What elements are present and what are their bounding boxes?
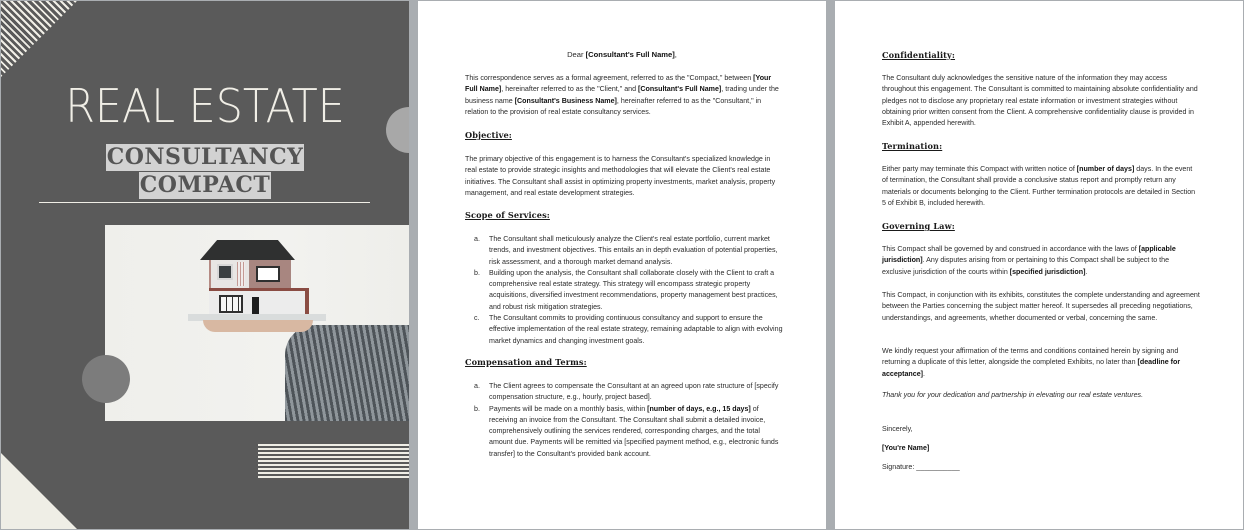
house-model-icon bbox=[188, 240, 328, 325]
compensation-item: b. Payments will be made on a monthly basis, within [number of days, e.g., 15 days] of receiving an invoice from the Consultant. The Consultant shall submit a detailed invoice, comprehensively outlining the services rendered, corresponding charges, and the total amount due. Payments will be remitted via [specified payment method, e.g., electronic funds transfer] to the Consultant's provided bank account. bbox=[474, 404, 779, 458]
scope-item: a. The Consultant shall meticulously analyze the Client's real estate portfolio, current market trends, and investment objectives. This entails an in depth evaluation of potential properties, risk assessment, and a thorough market demand analysis. bbox=[474, 235, 778, 266]
salutation: Dear [Consultant's Full Name], bbox=[567, 50, 677, 59]
cover-photo bbox=[105, 225, 409, 421]
governing-law-heading: Governing Law: bbox=[882, 221, 955, 231]
circle-decoration bbox=[82, 355, 130, 403]
letter-page-2 bbox=[835, 1, 1243, 529]
entire-agreement-paragraph: This Compact, in conjunction with its exhibits, constitutes the complete understanding and agreement between the Parties concerning the subject matter hereof. It supersedes all preceding negotiations, understandings, and agreements, whether documented or verbal, concerning the same. bbox=[882, 291, 1200, 322]
confidentiality-heading: Confidentiality: bbox=[882, 50, 956, 60]
affirmation-paragraph: We kindly request your affirmation of the terms and conditions contained herein by signing and returning a duplicate of this letter, alongside the completed Exhibits, no later than [deadline for acceptance]. bbox=[882, 347, 1181, 378]
scope-item: c. The Consultant commits to providing continuous consultancy and support to ensure the effective implementation of the real estate strategy, remaining adaptable to align with evolving market dynamics and changing investment goals. bbox=[474, 314, 783, 345]
cover-title: REAL ESTATE bbox=[65, 79, 345, 133]
horizontal-lines-decoration bbox=[258, 444, 409, 478]
striped-sleeve bbox=[285, 325, 409, 421]
scope-item: b. Building upon the analysis, the Consultant shall collaborate closely with the Client to craft a comprehensive real estate strategy. This strategy will encompass strategic property acquisitions, diversified investment recommendations, property management best practices, and robust risk mitigation strategies. bbox=[474, 268, 778, 311]
governing-law-paragraph: This Compact shall be governed by and construed in accordance with the laws of [applicable jurisdiction]. Any disputes arising from or pertaining to this Compact shall be subject to the exclusive jurisdiction of the courts within [specified jurisdiction]. bbox=[882, 245, 1176, 276]
cover-subtitle-line2: COMPACT bbox=[139, 172, 271, 198]
cover-subtitle-line1: CONSULTANCY bbox=[106, 144, 304, 170]
corner-triangle-decoration bbox=[1, 453, 79, 529]
cover-divider bbox=[39, 202, 370, 203]
termination-paragraph: Either party may terminate this Compact with written notice of [number of days] days. In the event of termination, the Consultant shall provide a conclusive status report and promptly return any materials or documents belonging to the Client. Further termination protocols are detailed in Section 5 of Exhibit B, included herewith. bbox=[882, 165, 1196, 207]
termination-heading: Termination: bbox=[882, 141, 943, 151]
scope-heading: Scope of Services: bbox=[465, 210, 550, 220]
closing-line: Sincerely, bbox=[882, 425, 913, 433]
diagonal-stripes-decoration bbox=[1, 1, 77, 77]
objective-heading: Objective: bbox=[465, 130, 512, 140]
compensation-item: a. The Client agrees to compensate the Consultant at an agreed upon rate structure of [specify compensation structure, e.g., hourly, project based]. bbox=[474, 382, 779, 402]
signer-name: [You're Name] bbox=[882, 444, 930, 452]
confidentiality-paragraph: The Consultant duly acknowledges the sensitive nature of the information they may access throughout this engagement. The Consultant is committed to maintaining absolute confidentiality and pledges not to disclose any proprietary real estate information or investment strategies without obtaining prior written consent from the Client. A comprehensive confidentiality clause is provided in Exhibit A, appended herewith. bbox=[882, 74, 1198, 128]
intro-paragraph: This correspondence serves as a formal agreement, referred to as the "Compact," between [Your Full Name], hereinafter referred to as the "Client," and [Consultant's Full Name], trading under the business name [Consultant's Business Name], hereinafter referred to as the "Consultant," in relation to the provision of real estate consultancy services. bbox=[465, 74, 779, 116]
objective-paragraph: The primary objective of this engagement is to harness the Consultant's specialized knowledge in real estate to provide strategic insights and methodologies that will elevate the Client's real estate initiatives. The Consultant shall assist in optimizing property investments, market analysis, property management, and real estate development strategies. bbox=[465, 155, 776, 197]
letter-page-1 bbox=[418, 1, 826, 529]
compensation-heading: Compensation and Terms: bbox=[465, 357, 587, 367]
compensation-list bbox=[474, 381, 784, 460]
thanks-line: Thank you for your dedication and partnership in elevating our real estate ventures. bbox=[882, 391, 1144, 399]
cover-page bbox=[1, 1, 409, 529]
signature-line: Signature: ___________ bbox=[882, 463, 960, 471]
scope-list bbox=[474, 234, 784, 347]
